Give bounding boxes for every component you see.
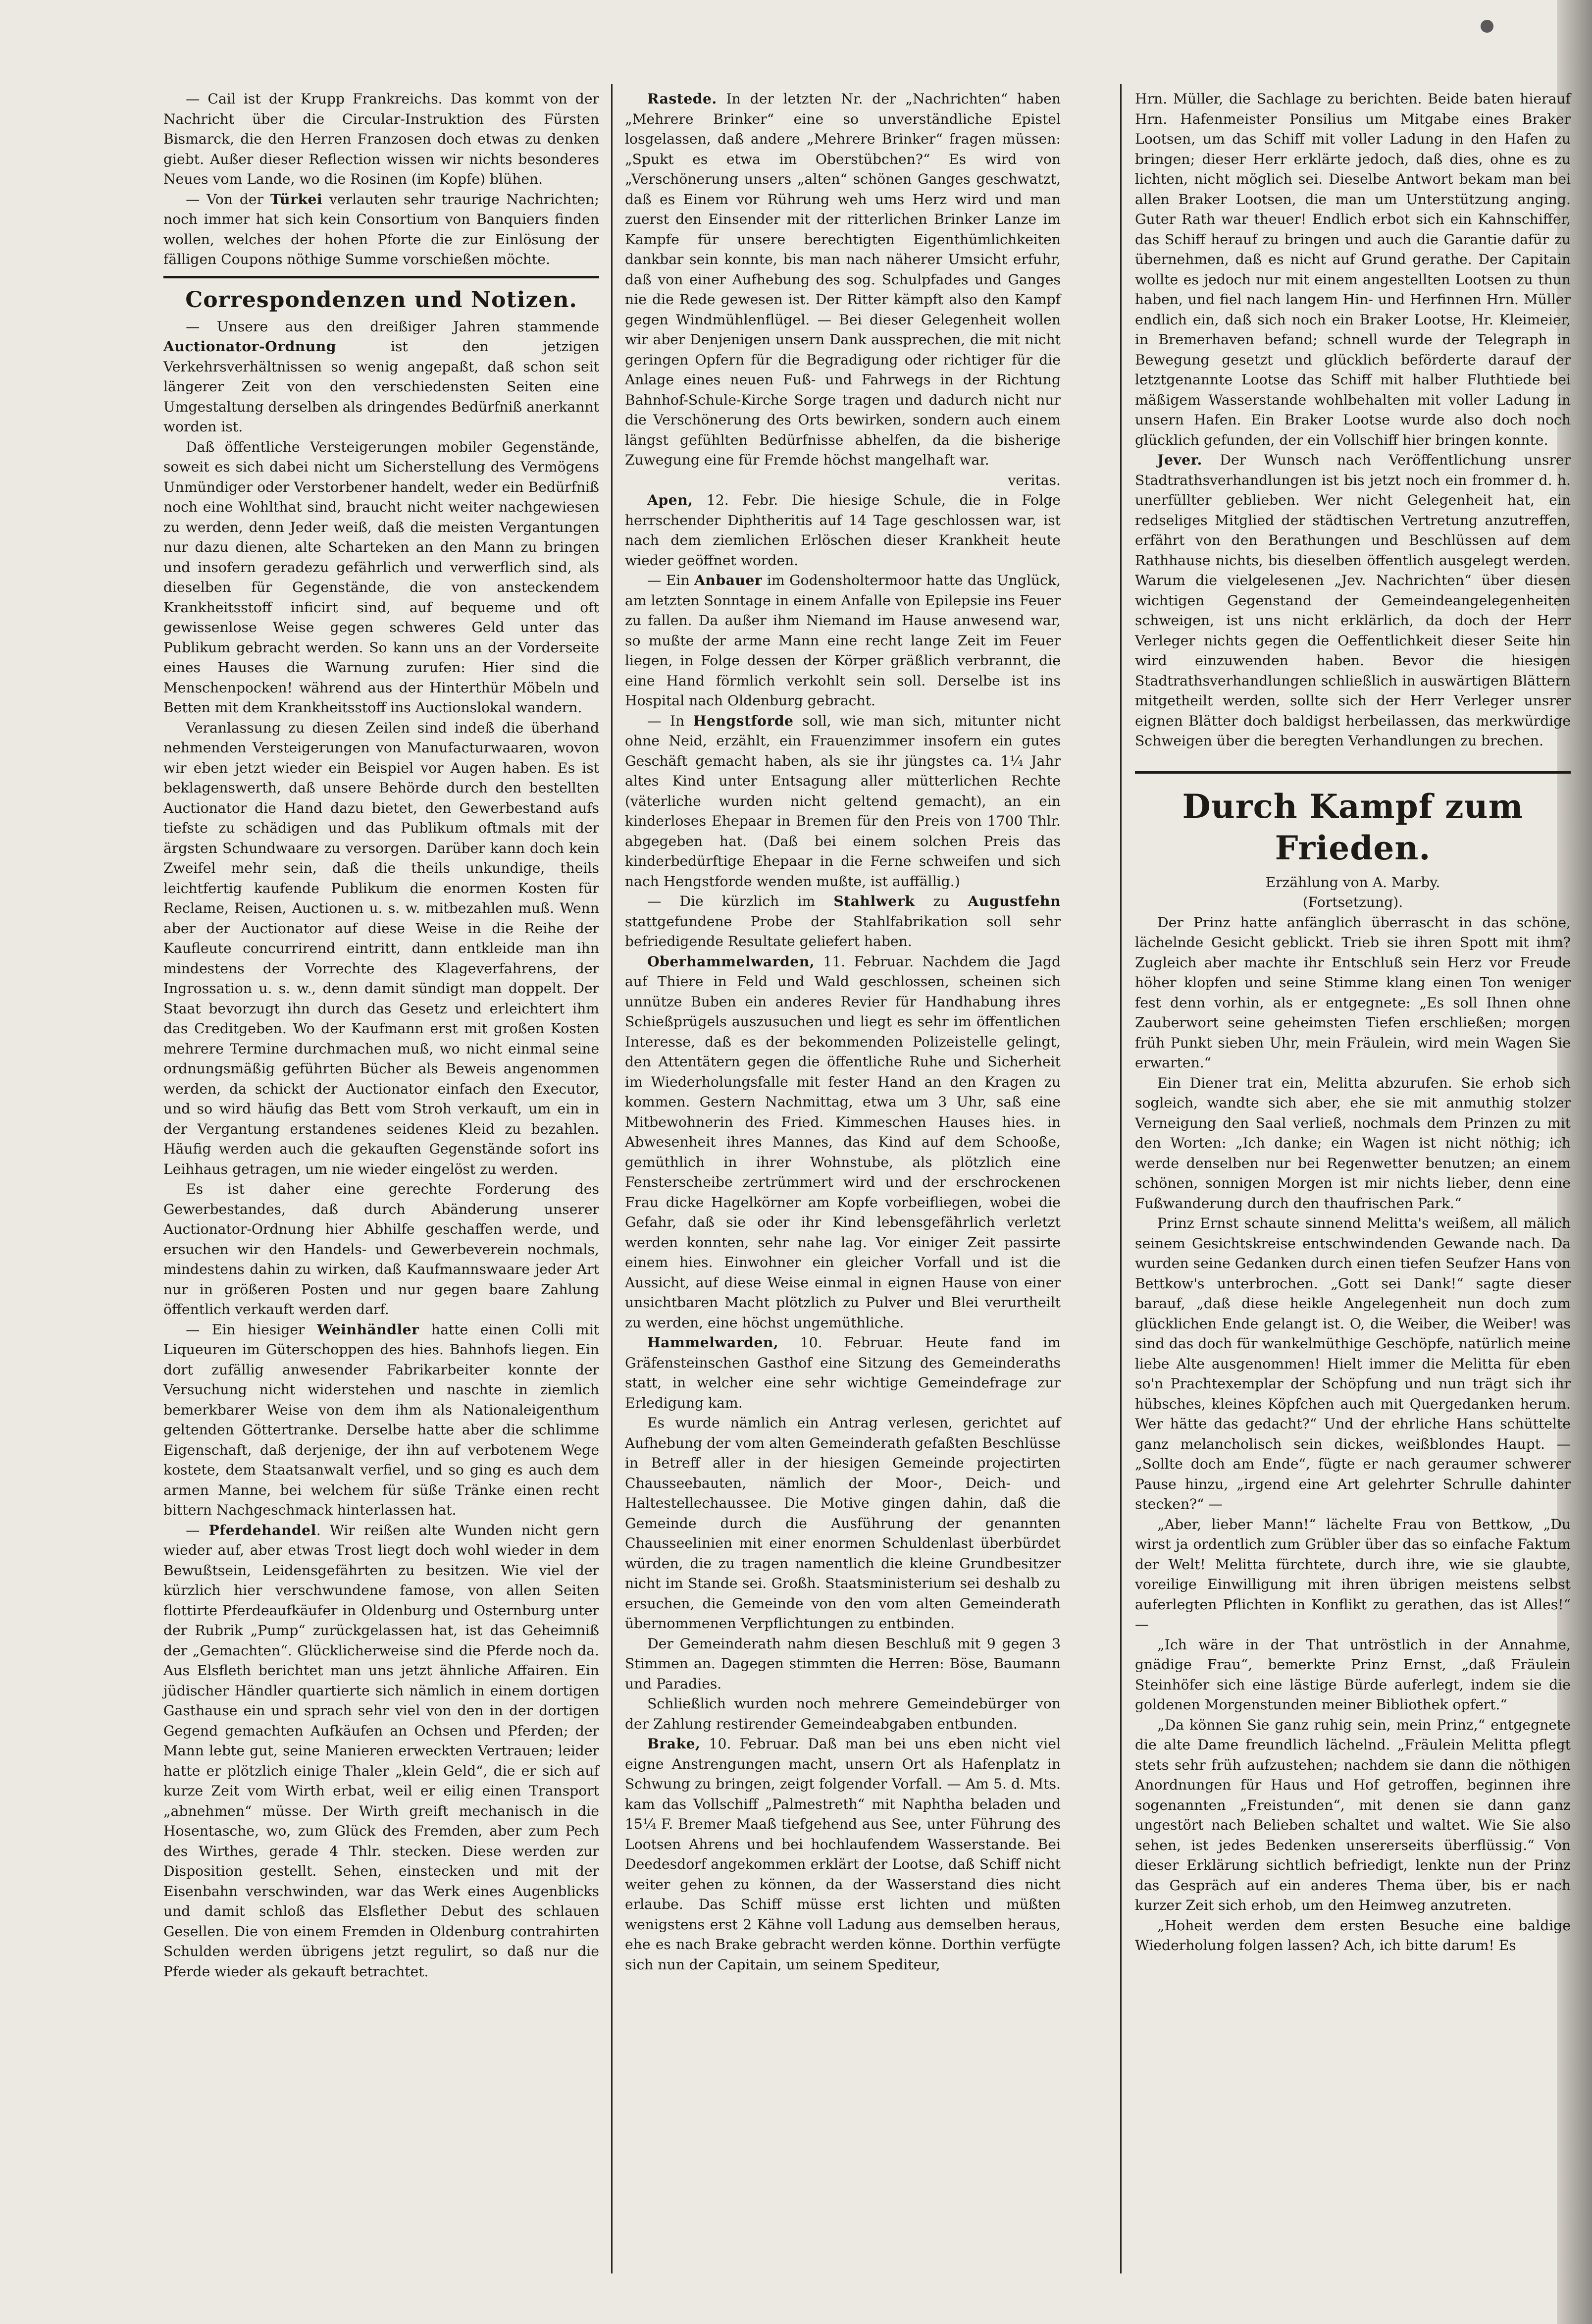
- paragraph: Ein Diener trat ein, Melitta abzurufen. Sie erhob sich sogleich, wandte sich aber, ehe sie mit anmuthig stolzer Verneigung den Saal verließ, nochmals dem Prinzen zu mit den Worten: „Ich danke; ein Wagen ist nicht nöthig; ich werde denselben nur bei Regenwetter benutzen; an einem schönen, sonnigen Morgen ist mir nichts lieber, denn eine Fußwanderung durch den thaufrischen Park.“: [1135, 1074, 1571, 1212]
- paragraph: — Cail ist der Krupp Frankreichs. Das kommt von der Nachricht über die Circular-Instruktion des Fürsten Bismarck, die den Herren Franzosen doch etwas zu denken giebt. Außer dieser Reflection wissen wir nichts besonderes Neues vom Lande, wo die Rosinen (im Kopfe) blühen.: [163, 91, 599, 187]
- paragraph: — Ein Anbauer im Godensholtermoor hatte das Unglück, am letzten Sonntage in einem Anfalle von Epilepsie ins Feuer zu fallen. Da außer ihm Niemand im Hause anwesend war, so mußte der arme Mann eine recht lange Zeit im Feuer liegen, in Folge dessen der Körper gräßlich verbrannt, die eine Hand förmlich verkohlt sein soll. Derselbe ist ins Hospital nach Oldenburg gebracht.: [625, 572, 1061, 709]
- paragraph: Rastede. In der letzten Nr. der „Nachrichten“ haben „Mehrere Brinker“ eine so unverständliche Epistel losgelassen, daß andere „Mehrere Brinker“ fragen müssen: „Spukt es etwa im Oberstübchen?“ Es wird von „Verschönerung unsers „alten“ schönen Ganges geschwatzt, daß es Einem vor Rührung weh ums Herz wird und man zuerst den Einsender mit der ritterlichen Brinker Lanze im Kampfe für unsere berechtigten Eigenthümlichkeiten dankbar sein konnte, bis man nach näherer Umsicht erfuhr, daß von einer Aufhebung des sog. Schulpfades und Ganges nie die Rede gewesen ist. Der Ritter kämpft also den Kampf gegen Windmühlenflügel. — Bei dieser Gelegenheit wollen wir aber Denjenigen unsern Dank aussprechen, die mit nicht geringen Opfern für die Begradigung oder richtiger für die Anlage eines neuen Fuß- und Fahrwegs in der Richtung Bahnhof-Schule-Kirche Sorge tragen und dadurch nicht nur die Verschönerung des Orts bewirken, sondern auch einem längst gefühlten Bedürfnisse abhelfen, da die bisherige Zuwegung eine für Fremde höchst mangelhaft war.: [625, 91, 1061, 468]
- column-rule: [611, 84, 613, 2273]
- paragraph: Es wurde nämlich ein Antrag verlesen, gerichtet auf Aufhebung der vom alten Gemeinderath gefaßten Beschlüsse in Betreff aller in der hiesigen Gemeinde projectirten Chausseebauten, nämlich der Moor-, Deich- und Haltestellechaussee. Die Motive gingen dahin, daß die Gemeinde durch die Ausführung der genannten Chausseelinien mit einer enormen Schuldenlast überbürdet würden, die zu tragen namentlich die kleine Grundbesitzer nicht im Stande sei. Großh. Staatsministerium sei deshalb zu ersuchen, die Gemeinde von den vom alten Gemeinderath übernommenen Verpflichtungen zu entbinden.: [625, 1415, 1061, 1632]
- paragraph: — Pferdehandel. Wir reißen alte Wunden nicht gern wieder auf, aber etwas Trost liegt doch wohl wieder in dem Bewußtsein, Leidensgefährten zu besitzen. Wie viel der kürzlich hier verschwundene famose, von allen Seiten flottirte Pferdeaufkäufer in Oldenburg und Osternburg unter der Rubrik „Pump“ zurückgelassen hat, ist das Geheimniß der „Gemachten“. Glücklicherweise sind die Pferde noch da. Aus Elsfleth berichtet man uns jetzt ähnliche Affairen. Ein jüdischer Händler quartierte sich nämlich in einem dortigen Gasthause ein und sprach sehr viel von den in der dortigen Gegend gemachten Aufkäufen an Ochsen und Pferden; der Mann lebte gut, seine Manieren erweckten Vertrauen; leider hatte er plötzlich einige Thaler „klein Geld“, die er sich auf kurze Zeit vom Wirth erbat, weil er eilig einen Transport „abnehmen“ müsse. Der Wirth greift mechanisch in die Hosentasche, wo, zum Glück des Fremden, aber zum Pech des Wirthes, gerade 4 Thlr. stecken. Diese werden zur Disposition gestellt. Sehen, einstecken und mit der Eisenbahn verschwinden, war das Werk eines Augenblicks und damit schloß das Elsflether Debut des schlauen Gesellen. Die von einem Fremden in Oldenburg contrahirten Schulden werden übrigens jetzt regulirt, so daß nur die Pferde wieder als gekauft betrachtet.: [163, 1522, 599, 1980]
- paragraph: Veranlassung zu diesen Zeilen sind indeß die überhand nehmenden Versteigerungen von Manufacturwaaren, wovon wir eben jetzt wieder ein Beispiel vor Augen haben. Es ist beklagenswerth, daß unsere Behörde durch den bestellten Auctionator die Hand dazu bietet, den Gewerbestand aufs tiefste zu schädigen und das Publikum oftmals mit der ärgsten Schundwaare zu versorgen. Darüber kann doch kein Zweifel mehr sein, daß die theils unkundige, theils leichtfertig kaufende Publikum die enormen Kosten für Reclame, Reisen, Auctionen u. s. w. mitbezahlen muß. Wenn aber der Auctionator auf diese Weise in die Reihe der Kaufleute concurrirend eintritt, dann entkleide man ihn mindestens der Vorrechte des Klageverfahrens, der Ingrossation u. s. w., denn damit sündigt man doppelt. Der Staat bevorzugt ihn durch das Gesetz und erleichtert ihm das Creditgeben. Wo der Kaufmann erst mit großen Kosten mehrere Termine durchmachen muß, wo nicht einmal seine ordnungsmäßig geführten Bücher als Beweis angenommen werden, da schickt der Auctionator einfach den Executor, und so wird häufig das Bett vom Stroh verkauft, um ein in der Vergantung erstandenes seidenes Kleid zu bezahlen. Häufig werden auch die gekauften Gegenstände sofort ins Leihhaus getragen, um nie wieder eingelöst zu werden.: [163, 719, 599, 1177]
- paragraph: Apen, 12. Febr. Die hiesige Schule, die in Folge herrschender Diphtheritis auf 14 Tage geschlossen war, ist nach dem ziemlichen Erlöschen dieser Krankheit heute wieder geöffnet worden.: [625, 492, 1061, 569]
- paragraph: Hrn. Müller, die Sachlage zu berichten. Beide baten hierauf Hrn. Hafenmeister Ponsilius um Mitgabe eines Braker Lootsen, um das Schiff mit voller Ladung in den Hafen zu bringen; dieser Herr erklärte jedoch, daß dies, ohne es zu lichten, nicht möglich sei. Dieselbe Antwort bekam man bei allen Braker Lootsen, die man um Unterstützung anging. Guter Rath war theuer! Endlich erbot sich ein Kahnschiffer, das Schiff herauf zu bringen und auch die Garantie dafür zu übernehmen, daß es nicht auf Grund gerathe. Der Capitain wollte es jedoch nur mit einem angestellten Lootsen zu thun haben, und fiel nach langem Hin- und Herfinnen Hrn. Müller endlich ein, daß sich noch ein Braker Lootse, Hr. Kleimeier, in Bremerhaven befand; schnell wurde der Telegraph in Bewegung gesetzt und glücklich beförderte darauf der letztgenannte Lootse das Schiff mit halber Fluthtiede bei mäßigem Wasserstande wohlbehalten mit voller Ladung in unsern Hafen. Ein Braker Lootse wurde also doch noch glücklich gefunden, der ein Vollschiff hier bringen konnte.: [1135, 91, 1571, 448]
- paragraph: Prinz Ernst schaute sinnend Melitta's weißem, all mälich seinem Gesichtskreise entschwindenden Gewande nach. Da wurden seine Gedanken durch einen tiefen Seufzer Hans von Bettkow's unterbrochen. „Gott sei Dank!“ sagte dieser barauf, „daß diese heikle Angelegenheit nun doch zum glücklichen Ende gelangt ist. O, die Weiber, die Weiber! was sind das doch für wankelmüthige Geschöpfe, natürlich meine liebe Alte ausgenommen! Hielt immer die Melitta für eben so'n Prachtexemplar der Schöpfung und nun trägt sich ihr hübsches, kleines Köpfchen auch mit Quergedanken herum. Wer hätte das gedacht?“ Und der ehrliche Hans schüttelte ganz melancholisch sein dickes, weißblondes Haupt. — „Sollte doch am Ende“, fügte er nach geraumer schwerer Pause hinzu, „irgend eine Art gelehrter Schrulle dahinter stecken?“ —: [1135, 1215, 1571, 1512]
- paragraph: — Die kürzlich im Stahlwerk zu Augustfehn stattgefundene Probe der Stahlfabrikation soll sehr befriedigende Resultate geliefert haben.: [625, 893, 1061, 950]
- section-title: Correspondenzen und Notizen.: [185, 287, 577, 313]
- paragraph: Jever. Der Wunsch nach Veröffentlichung unsrer Stadtrathsverhandlungen ist bis jetzt noch ein frommer d. h. unerfüllter geblieben. Wer nicht Gelegenheit hat, ein redseliges Mitglied der städtischen Vertretung anzutreffen, erfährt von den Berathungen und Beschlüssen auf dem Rathhause nichts, bis dieselben öffentlich ausgelegt werden. Warum die vielgelesenen „Jev. Nachrichten“ über diesen wichtigen Gegenstand der Gemeindeangelegenheiten schweigen, ist uns nicht erklärlich, da doch der Herr Verleger nichts gegen die Oeffentlichkeit dieser Seite hin wird einzuwenden haben. Bevor die hiesigen Stadtrathsverhandlungen schließlich in auswärtigen Blättern mitgetheilt werden, sollte sich der Herr Verleger unsrer eignen Blätter doch baldigst herbeilassen, das merkwürdige Schweigen über die beregten Verhandlungen zu brechen.: [1135, 452, 1571, 749]
- paragraph: Es ist daher eine gerechte Forderung des Gewerbestandes, daß durch Abänderung unserer Auctionator-Ordnung hier Abhilfe geschaffen werde, und ersuchen wir den Handels- und Gewerbeverein nochmals, mindestens dahin zu wirken, daß Kaufmannswaare jeder Art nur in größeren Posten und nur gegen baare Zahlung öffentlich verkauft werden darf.: [163, 1181, 599, 1318]
- paragraph: — Von der Türkei verlauten sehr traurige Nachrichten; noch immer hat sich kein Consortium von Banquiers finden wollen, welches der hohen Pforte die zur Einlösung der fälligen Coupons nöthige Summe vorschießen möchte.: [163, 191, 599, 267]
- column-1: [163, 89, 599, 1982]
- story-continuation: (Fortsetzung).: [1302, 894, 1403, 910]
- story-title: Durch Kampf zum Frieden.: [1182, 787, 1524, 867]
- column-rule: [1120, 84, 1122, 2273]
- paragraph: Brake, 10. Februar. Daß man bei uns eben nicht viel eigne Anstrengungen macht, unsern Ort als Hafenplatz in Schwung zu bringen, zeigt folgender Vorfall. — Am 5. d. Mts. kam das Vollschiff „Palmestreth“ mit Naphtha beladen und 15¼ F. Bremer Maaß tiefgehend aus See, unter Führung des Lootsen Ahrens und bei hochlaufendem Wasserstande. Bei Deedesdorf angekommen erklärt der Lootse, daß Schiff nicht weiter gehen zu können, da der Wasserstand dies nicht erlaube. Das Schiff müsse erst lichten und müßten wenigstens erst 2 Kähne voll Ladung aus demselben heraus, ehe es nach Brake gebracht werden könne. Dorthin verfügte sich nun der Capitain, um seinem Spediteur,: [625, 1736, 1061, 1973]
- paragraph: Daß öffentliche Versteigerungen mobiler Gegenstände, soweit es sich dabei nicht um Sicherstellung des Vermögens Unmündiger oder Verstorbener handelt, weder ein Bedürfniß noch eine Wohlthat sind, braucht nicht weiter nachgewiesen zu werden, denn Jeder weiß, daß die meisten Vergantungen nur dazu dienen, alte Scharteken an den Mann zu bringen und insofern geradezu gefährlich und verwerflich sind, als dieselben für Gegenstände, die von ansteckendem Krankheitsstoff inficirt sind, auf bequeme und oft gewissenlose Weise gegen schweres Geld unter das Publikum gebracht werden. So kann uns an der Vorderseite eines Hauses die Warnung zurufen: Hier sind die Menschenpocken! während aus der Hinterthür Möbeln und Betten mit dem Krankheitsstoff ins Auctionslokal wandern.: [163, 438, 599, 716]
- signature: veritas.: [1008, 472, 1061, 488]
- section-divider: [1135, 771, 1571, 774]
- paragraph: — Unsere aus den dreißiger Jahren stammende Auctionator-Ordnung ist den jetzigen Verkehrsverhältnissen so wenig angepaßt, daß schon seit längerer Zeit von den verschiedensten Seiten eine Umgestaltung derselben als dringendes Bedürfniß anerkannt worden ist.: [163, 318, 599, 435]
- paragraph: „Aber, lieber Mann!“ lächelte Frau von Bettkow, „Du wirst ja ordentlich zum Grübler über das so einfache Faktum der Welt! Melitta fürchtete, durch ihre, wie sie glaubte, voreilige Einwilligung mit ihren übrigen meistens selbst auferlegten Pflichten in Konflikt zu gerathen, das ist Alles!“ —: [1135, 1516, 1571, 1633]
- paragraph: — Ein hiesiger Weinhändler hatte einen Colli mit Liqueuren im Güterschoppen des hies. Bahnhofs liegen. Ein dort zufällig anwesender Fabrikarbeiter konnte der Versuchung nicht widerstehen und naschte in ziemlich bemerkbarer Weise von dem ihm als Nationaleigenthum geltenden Göttertranke. Derselbe hatte aber die schlimme Eigenschaft, daß derjenige, der ihn auf verbotenem Wege kostete, dem Staatsanwalt verfiel, und so ging es auch dem armen Manne, bei welchem für süße Tränke einen recht bittern Nachgeschmack hinterlassen hat.: [163, 1321, 599, 1518]
- paragraph: Oberhammelwarden, 11. Februar. Nachdem die Jagd auf Thiere in Feld und Wald geschlossen, scheinen sich unnütze Buben ein anderes Revier für Handhabung ihres Schießprügels auszusuchen und liegt es sehr im öffentlichen Interesse, daß es der bekommenden Polizeistelle gelingt, den Attentätern gegen die öffentliche Ruhe und Sicherheit im Wiederholungsfalle mit fester Hand an den Kragen zu kommen. Gestern Nachmittag, etwa um 3 Uhr, saß eine Mitbewohnerin des Fried. Kimmeschen Hauses hies. in Abwesenheit ihres Mannes, das Kind auf dem Schooße, gemüthlich in ihrer Wohnstube, als plötzlich eine Fensterscheibe zertrümmert wird und der erschrockenen Frau dicke Hagelkörner am Kopfe vorbeifliegen, wobei die Gefahr, daß sie oder ihr Kind lebensgefährlich verletzt werden konnten, sehr nahe lag. Vor einiger Zeit passirte einem hies. Einwohner ein gleicher Vorfall und ist die Aussicht, auf diese Weise einmal in eignen Hause von einer unsichtbaren Macht plötzlich zu Pulver und Blei verurtheilt zu werden, eine höchst ungemüthliche.: [625, 953, 1061, 1331]
- paragraph: Der Gemeinderath nahm diesen Beschluß mit 9 gegen 3 Stimmen an. Dagegen stimmten die Herren: Böse, Baumann und Paradies.: [625, 1635, 1061, 1692]
- paragraph: „Ich wäre in der That untröstlich in der Annahme, gnädige Frau“, bemerkte Prinz Ernst, „daß Fräulein Steinhöfer sich eine lästige Bürde auferlegt, indem sie die goldenen Morgenstunden meiner Bibliothek opfert.“: [1135, 1636, 1571, 1713]
- section-divider: [163, 276, 599, 278]
- column-3: [1135, 89, 1571, 1956]
- paragraph: Schließlich wurden noch mehrere Gemeindebürger von der Zahlung restirender Gemeindeabgaben entbunden.: [625, 1695, 1061, 1732]
- story-byline: Erzählung von A. Marby.: [1265, 874, 1440, 891]
- paragraph: „Da können Sie ganz ruhig sein, mein Prinz,“ entgegnete die alte Dame freundlich lächelnd. „Fräulein Melitta pflegt stets sehr früh aufzustehen; nachdem sie dann die nöthigen Anordnungen für Haus und Hof getroffen, beginnen ihre sogenannten „Freistunden“, mit denen sie dann ganz ungestört nach Belieben schaltet und waltet. Wie Sie also sehen, ist jedes Bedenken unsererseits überflüssig.“ Von dieser Erklärung sichtlich befriedigt, lenkte nun der Prinz das Gespräch auf ein anderes Thema über, bis er nach kurzer Zeit sich erhob, um den Heimweg anzutreten.: [1135, 1716, 1571, 1913]
- paragraph: Hammelwarden, 10. Februar. Heute fand im Gräfensteinschen Gasthof eine Sitzung des Gemeinderaths statt, in welcher eine sehr wichtige Gemeindefrage zur Erledigung kam.: [625, 1334, 1061, 1411]
- page-corner-mark: [1481, 20, 1493, 33]
- paragraph: Der Prinz hatte anfänglich überrascht in das schöne, lächelnde Gesicht geblickt. Trieb sie ihren Spott mit ihm? Zugleich aber machte ihr Entschluß sein Herz vor Freude höher klopfen und seine Stimme klang einen Ton weniger fest denn vorhin, als er entgegnete: „Es soll Ihnen ohne Zauberwort seine geheimsten Tiefen erschließen; morgen früh Punkt sieben Uhr, mein Fräulein, wird mein Wagen Sie erwarten.“: [1135, 914, 1571, 1071]
- paragraph: „Hoheit werden dem ersten Besuche eine baldige Wiederholung folgen lassen? Ach, ich bitte darum! Es: [1135, 1917, 1571, 1954]
- paragraph: — In Hengstforde soll, wie man sich, mitunter nicht ohne Neid, erzählt, ein Frauenzimmer insofern ein gutes Geschäft gemacht haben, als sie ihr jüngstes ca. 1¼ Jahr altes Kind unter Entsagung aller mütterlichen Rechte (väterliche wurden nicht geltend gemacht), an ein kinderloses Ehepaar in Bremen für den Preis von 1700 Thlr. abgegeben hat. (Daß bei einem solchen Preis das kinderbedürftige Ehepaar in die Ferne schweifen und sich nach Hengstforde wenden mußte, ist auffällig.): [625, 712, 1061, 890]
- column-2: [625, 89, 1061, 1975]
